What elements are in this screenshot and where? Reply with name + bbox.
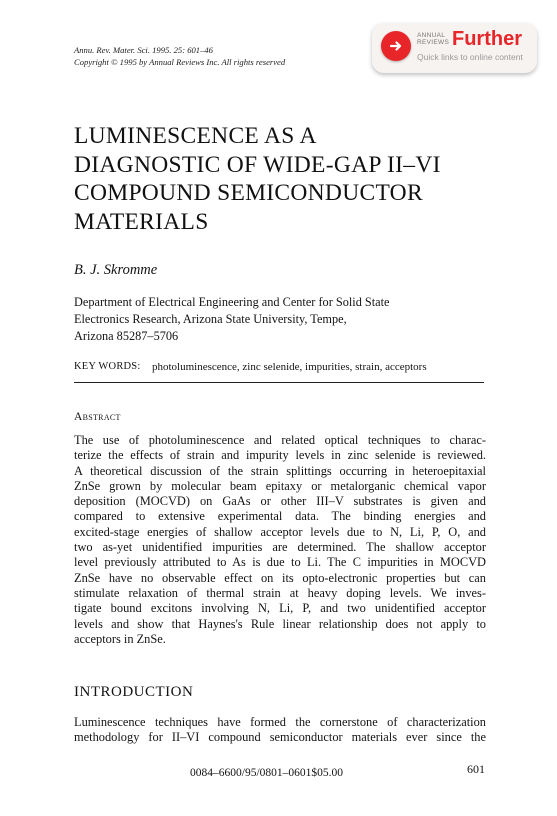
journal-citation (74, 44, 285, 68)
abstract-heading: Abstract (74, 411, 121, 423)
abstract-line: ZnSe grown by molecular beam epitaxy or metalorganic chemical vapor (74, 478, 486, 493)
abstract-line: levels and show that Haynes's Rule linear relationship does not apply to (74, 616, 486, 631)
affiliation-line: Electronics Research, Arizona State University, Tempe, (74, 312, 347, 326)
abstract-line: two as-yet unidentified impurities are determined. The shallow acceptor (74, 540, 486, 555)
page-number: 601 (467, 762, 485, 776)
abstract-line: The use of photoluminescence and related optical techniques to charac- (74, 433, 486, 447)
abstract-line: ZnSe have no observable effect on its opto-electronic properties but can (74, 570, 486, 585)
quick-links-label: Quick links to online content (417, 52, 523, 62)
introduction-body (74, 715, 486, 746)
affiliation-line: Department of Electrical Engineering and Center for Solid State (74, 295, 390, 309)
reviews-label: REVIEWS (417, 39, 450, 46)
author-name: B. J. Skromme (74, 262, 158, 278)
affiliation (74, 294, 390, 345)
title-line: LUMINESCENCE AS A (74, 123, 317, 149)
abstract-line: stimulate relaxation of thermal strain at heavy doping levels. We inves- (74, 585, 486, 600)
annual-label: ANNUAL (417, 32, 446, 39)
section-heading: INTRODUCTION (74, 684, 194, 700)
keywords-label: KEY WORDS: (74, 361, 141, 372)
annual-reviews-logo (417, 32, 449, 46)
citation-line: Annu. Rev. Mater. Sci. 1995. 25: 601–46 (74, 45, 213, 55)
affiliation-line: Arizona 85287–5706 (74, 329, 179, 343)
abstract-line: tigate bound excitons involving N, Li, P, and two unidentified acceptor (74, 601, 486, 616)
abstract-line: compared to extensive experimental data. The binding energies and (74, 509, 486, 524)
article-title (74, 122, 441, 236)
arrow-icon (381, 31, 411, 61)
abstract-line: A theoretical discussion of the strain splittings occurring in heteroepitaxial (74, 463, 486, 478)
body-line: Luminescence techniques have formed the cornerstone of characterization (74, 715, 486, 729)
abstract-body (74, 433, 486, 647)
abstract-line: deposition (MOCVD) on GaAs or other III–V substrates is given and (74, 494, 486, 509)
body-line: methodology for II–VI compound semiconductor materials ever since the (74, 730, 486, 745)
title-line: COMPOUND SEMICONDUCTOR (74, 180, 423, 206)
abstract-line: excited-stage energies of shallow acceptor levels due to N, Li, P, O, and (74, 524, 486, 539)
keywords-text: photoluminescence, zinc selenide, impurities, strain, acceptors (152, 361, 427, 373)
article-code: 0084–6600/95/0801–0601$05.00 (190, 767, 344, 779)
title-line: DIAGNOSTIC OF WIDE-GAP II–VI (74, 151, 441, 178)
abstract-line: terize the effects of strain and impurity levels in zinc selenide is reviewed. (74, 448, 486, 463)
abstract-line: level previously attributed to As is due to Li. The C impurities in MOCVD (74, 555, 486, 570)
further-label: Further (452, 28, 522, 50)
copyright-line: Copyright © 1995 by Annual Reviews Inc. All rights reserved (74, 57, 286, 67)
annual-reviews-further-badge[interactable] (372, 23, 537, 73)
keywords-divider (74, 382, 484, 383)
title-line: MATERIALS (74, 208, 209, 235)
abstract-line: acceptors in ZnSe. (74, 631, 166, 646)
